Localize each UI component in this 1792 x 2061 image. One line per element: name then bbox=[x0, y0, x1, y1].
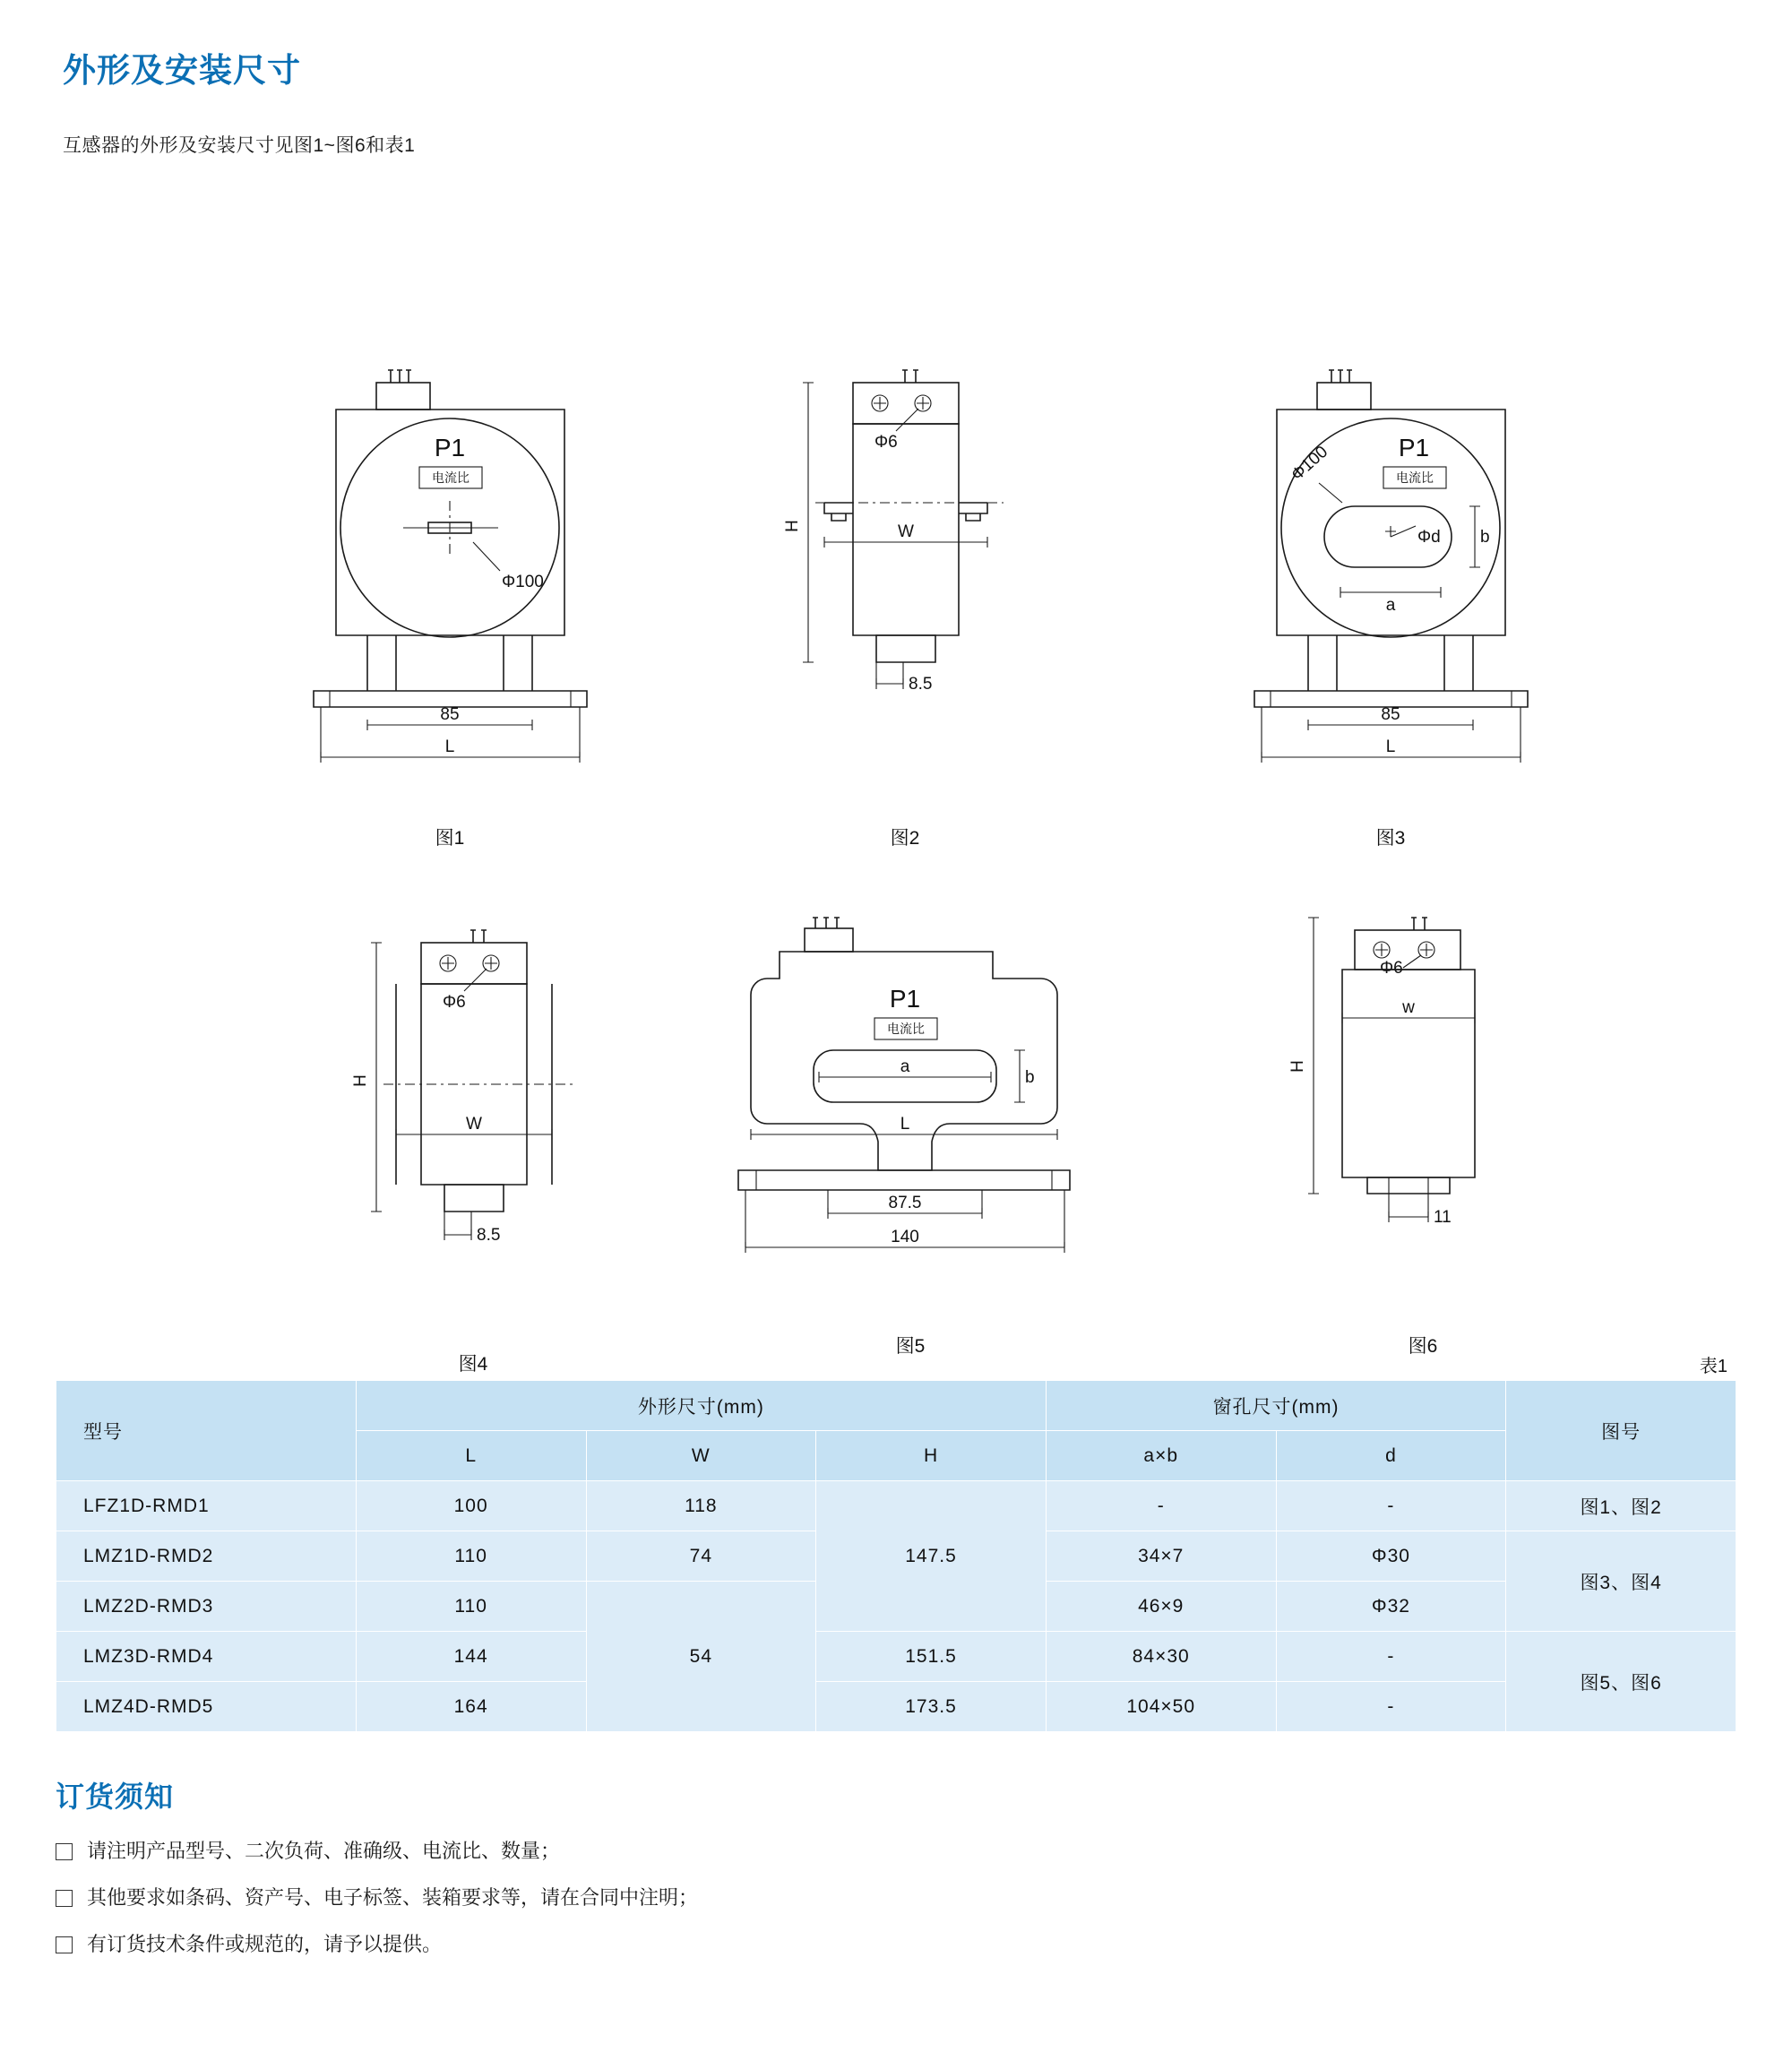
figure-2 bbox=[783, 366, 1066, 850]
cell-ab: 46×9 bbox=[1046, 1582, 1276, 1632]
figure1-dim-L: L bbox=[444, 737, 455, 756]
cell-model: LMZ1D-RMD2 bbox=[56, 1531, 357, 1582]
figure3-phid-label: Φd bbox=[1417, 528, 1441, 547]
figure6-dim-w: w bbox=[1402, 998, 1415, 1017]
cell-W: 54 bbox=[586, 1582, 816, 1732]
figure3-ratio-label: 电流比 bbox=[1396, 470, 1434, 485]
th-figure: 图号 bbox=[1506, 1381, 1736, 1481]
list-item-label: 有订货技术条件或规范的，请予以提供。 bbox=[87, 1933, 443, 1955]
figure2-dim-W: W bbox=[898, 522, 914, 541]
table-label: 表1 bbox=[1699, 1357, 1727, 1376]
figure3-phi100-label: Φ100 bbox=[1288, 442, 1332, 485]
cell-H: 173.5 bbox=[816, 1682, 1047, 1732]
cell-ab: 34×7 bbox=[1046, 1531, 1276, 1582]
list-item bbox=[56, 1875, 698, 1921]
figure-group bbox=[63, 174, 1729, 1428]
cell-model: LMZ4D-RMD5 bbox=[56, 1682, 357, 1732]
ordering-list bbox=[56, 1828, 698, 1968]
th-model: 型号 bbox=[56, 1381, 357, 1481]
figure5-ratio-label: 电流比 bbox=[887, 1022, 925, 1036]
figure5-dim-b: b bbox=[1025, 1068, 1035, 1087]
figure4-dim-H: H bbox=[351, 1074, 370, 1087]
figure2-phi6-label: Φ6 bbox=[874, 433, 898, 452]
table-header-row-1 bbox=[56, 1381, 1736, 1431]
figure-5 bbox=[726, 909, 1138, 1357]
cell-model: LMZ2D-RMD3 bbox=[56, 1582, 357, 1632]
figure1-ratio-label: 电流比 bbox=[432, 470, 470, 485]
figure6-phi6-label: Φ6 bbox=[1380, 959, 1403, 978]
checkbox-icon bbox=[56, 1843, 73, 1860]
cell-ab: - bbox=[1046, 1481, 1276, 1531]
figure2-dim-85: 8.5 bbox=[909, 675, 933, 694]
figure5-p1-label: P1 bbox=[889, 985, 921, 1013]
cell-H: 151.5 bbox=[816, 1632, 1047, 1682]
figure4-phi6-label: Φ6 bbox=[443, 993, 466, 1012]
list-item bbox=[56, 1828, 698, 1875]
th-outline: 外形尺寸(mm) bbox=[356, 1381, 1046, 1431]
list-item-label: 请注明产品型号、二次负荷、准确级、电流比、数量； bbox=[87, 1840, 561, 1862]
figure2-dim-H: H bbox=[783, 520, 802, 532]
figure1-dim-85: 85 bbox=[440, 705, 460, 724]
th-L: L bbox=[356, 1431, 586, 1481]
figure1-phi100-label: Φ100 bbox=[502, 573, 544, 591]
figure6-caption: 图6 bbox=[1408, 1336, 1438, 1357]
cell-ab: 104×50 bbox=[1046, 1682, 1276, 1732]
cell-ab: 84×30 bbox=[1046, 1632, 1276, 1682]
checkbox-icon bbox=[56, 1890, 73, 1907]
cell-W: 118 bbox=[586, 1481, 816, 1531]
figure3-p1-label: P1 bbox=[1398, 434, 1430, 461]
intro-text: 互感器的外形及安装尺寸见图1~图6和表1 bbox=[63, 135, 416, 156]
table-row bbox=[56, 1682, 1736, 1732]
dimensions-table bbox=[56, 1380, 1736, 1732]
cell-model: LFZ1D-RMD1 bbox=[56, 1481, 357, 1531]
figure-6 bbox=[1288, 909, 1568, 1357]
list-item bbox=[56, 1921, 698, 1968]
figure-1 bbox=[314, 366, 654, 850]
figure1-p1-label: P1 bbox=[434, 434, 466, 461]
cell-fig: 图3、图4 bbox=[1506, 1531, 1736, 1632]
cell-L: 110 bbox=[356, 1582, 586, 1632]
figure5-dim-a: a bbox=[900, 1057, 910, 1076]
figure6-dim-11: 11 bbox=[1434, 1208, 1452, 1227]
cell-d: - bbox=[1276, 1682, 1506, 1732]
figure-3 bbox=[1254, 366, 1595, 850]
cell-d: - bbox=[1276, 1481, 1506, 1531]
figure3-dim-b: b bbox=[1480, 528, 1490, 547]
ordering-title: 订货须知 bbox=[56, 1781, 175, 1813]
th-H: H bbox=[816, 1431, 1047, 1481]
cell-d: Φ30 bbox=[1276, 1531, 1506, 1582]
figure2-caption: 图2 bbox=[890, 828, 920, 849]
figure3-dim-85: 85 bbox=[1381, 705, 1400, 724]
figure1-caption: 图1 bbox=[435, 828, 465, 849]
figure6-dim-H: H bbox=[1288, 1060, 1307, 1073]
table-row bbox=[56, 1481, 1736, 1531]
table-row bbox=[56, 1632, 1736, 1682]
figure-4 bbox=[351, 927, 636, 1375]
figure3-caption: 图3 bbox=[1375, 828, 1406, 849]
cell-d: - bbox=[1276, 1632, 1506, 1682]
checkbox-icon bbox=[56, 1936, 73, 1953]
figure3-dim-L: L bbox=[1385, 737, 1396, 756]
figure5-caption: 图5 bbox=[895, 1336, 926, 1357]
cell-L: 100 bbox=[356, 1481, 586, 1531]
th-W: W bbox=[586, 1431, 816, 1481]
figure4-caption: 图4 bbox=[458, 1354, 488, 1375]
cell-L: 144 bbox=[356, 1632, 586, 1682]
figure4-dim-85: 8.5 bbox=[477, 1226, 501, 1245]
figure5-dim-875: 87.5 bbox=[888, 1194, 922, 1212]
page-title: 外形及安装尺寸 bbox=[63, 52, 301, 89]
figure3-dim-a: a bbox=[1385, 596, 1396, 615]
cell-model: LMZ3D-RMD4 bbox=[56, 1632, 357, 1682]
figure5-dim-140: 140 bbox=[891, 1228, 919, 1246]
cell-L: 110 bbox=[356, 1531, 586, 1582]
cell-fig: 图1、图2 bbox=[1506, 1481, 1736, 1531]
th-window: 窗孔尺寸(mm) bbox=[1046, 1381, 1505, 1431]
th-d: d bbox=[1276, 1431, 1506, 1481]
cell-fig: 图5、图6 bbox=[1506, 1632, 1736, 1732]
cell-W: 74 bbox=[586, 1531, 816, 1582]
cell-H: 147.5 bbox=[816, 1481, 1047, 1632]
cell-L: 164 bbox=[356, 1682, 586, 1732]
list-item-label: 其他要求如条码、资产号、电子标签、装箱要求等，请在合同中注明； bbox=[87, 1886, 699, 1909]
cell-d: Φ32 bbox=[1276, 1582, 1506, 1632]
th-ab: a×b bbox=[1046, 1431, 1276, 1481]
figure4-dim-W: W bbox=[466, 1115, 482, 1134]
figure5-dim-L: L bbox=[900, 1115, 910, 1134]
